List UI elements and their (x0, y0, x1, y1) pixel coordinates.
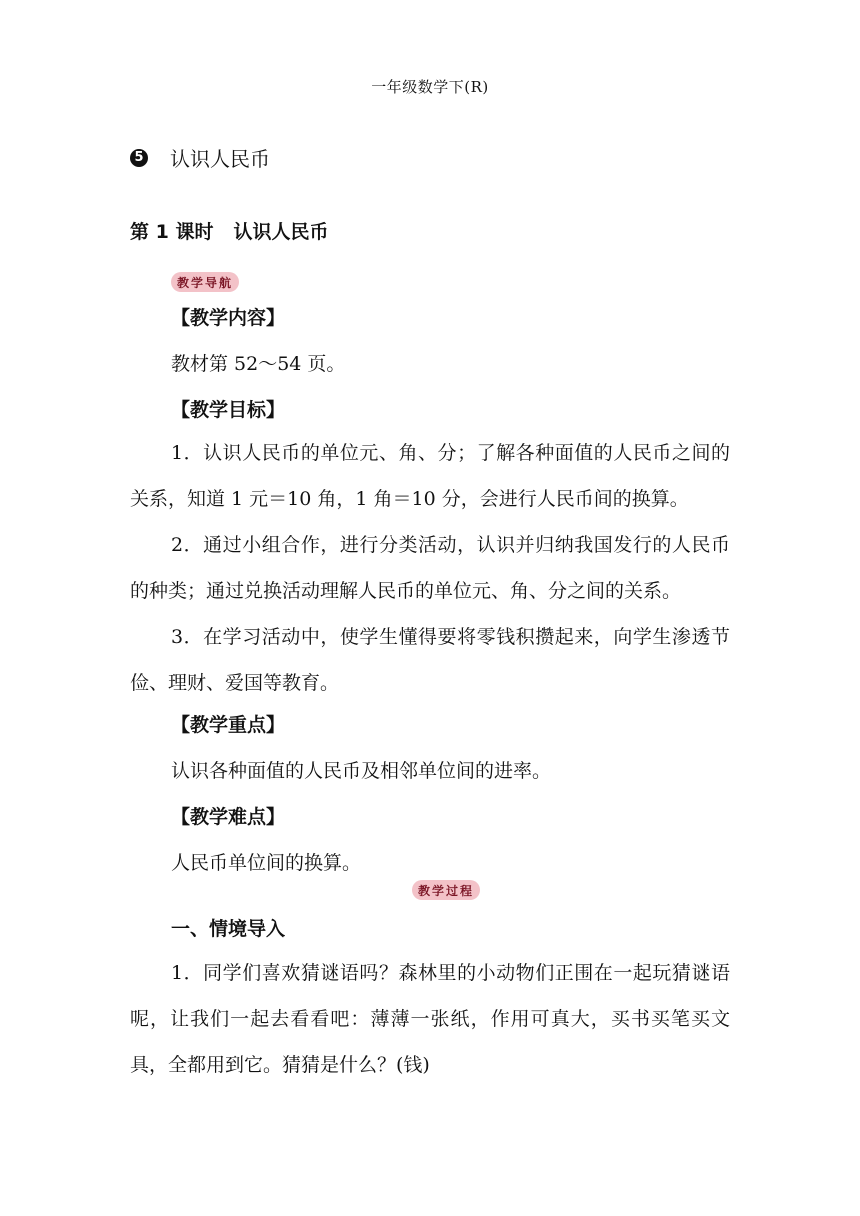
content-heading: 【教学内容】 (171, 307, 286, 329)
goal-item: 1．认识人民币的单位元、角、分；了解各种面值的人民币之间的关系，知道 1 元＝10 角，1 角＝10 分，会进行人民币间的换算。 (130, 442, 730, 510)
page-header: 一年级数学下(R) (371, 78, 489, 96)
chapter-number-badge: 5 (130, 149, 148, 167)
content-text: 教材第 52～54 页。 (171, 353, 346, 375)
intro-paragraph: 1．同学们喜欢猜谜语吗？森林里的小动物们正围在一起玩猜谜语呢，让我们一起去看看吧：薄薄一张纸，作用可真大，买书买笔买文具，全都用到它。猜猜是什么？(钱) (130, 962, 730, 1076)
chapter-title: 认识人民币 (170, 147, 270, 171)
key-text: 认识各种面值的人民币及相邻单位间的进率。 (171, 760, 552, 782)
goal-item: 3．在学习活动中，使学生懂得要将零钱积攒起来，向学生渗透节俭、理财、爱国等教育。 (130, 626, 730, 694)
difficulty-text: 人民币单位间的换算。 (171, 852, 362, 874)
lesson-heading (130, 217, 328, 244)
chapter-heading (130, 143, 270, 172)
goals-heading: 【教学目标】 (171, 399, 286, 421)
intro-heading: 一、情境导入 (171, 918, 286, 940)
teaching-process-tag: 教学过程 (412, 880, 480, 900)
goal-item: 2．通过小组合作，进行分类活动，认识并归纳我国发行的人民币的种类；通过兑换活动理解人民币的单位元、角、分之间的关系。 (130, 534, 730, 602)
lesson-label: 第 1 课时 (130, 221, 214, 243)
difficulty-heading: 【教学难点】 (171, 806, 286, 828)
teaching-guide-tag: 教学导航 (171, 272, 239, 292)
key-heading: 【教学重点】 (171, 714, 286, 736)
lesson-title: 认识人民币 (233, 221, 329, 243)
